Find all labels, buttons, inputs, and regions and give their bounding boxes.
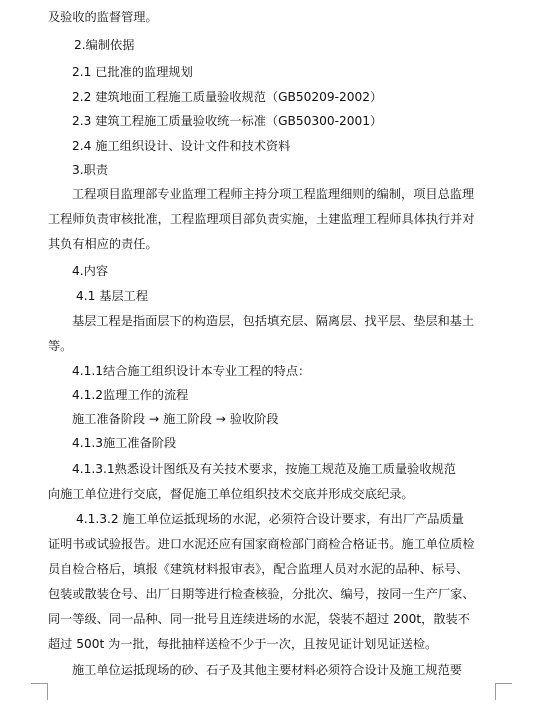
text-line: 等。	[48, 339, 73, 353]
list-item: 2.2 建筑地面工程施工质量验收规范（GB50209-2002）	[72, 90, 383, 104]
page-corner-marker-left	[31, 683, 48, 700]
list-item: 2.4 施工组织设计、设计文件和技术资料	[72, 139, 291, 153]
subsection-heading: 4.1.2监理工作的流程	[72, 388, 189, 402]
text-line: 员自检合格后，填报《建筑材料报审表》，配合监理人员对水泥的品种、标号、	[48, 562, 469, 576]
text-line: 施工单位运抵现场的砂、石子及其他主要材料必须符合设计及施工规范要	[72, 663, 462, 677]
text-line: 及验收的监督管理。	[48, 10, 158, 24]
section-heading: 4.内容	[72, 264, 109, 278]
text-line: 工程项目监理部专业监理工程师主持分项工程监理细则的编制，项目总监理	[72, 187, 475, 201]
text-line: 包装或散装仓号、出厂日期等进行检查核验，分批次、编号，按同一生产厂家、	[48, 587, 475, 601]
page-corner-marker-right	[495, 683, 512, 700]
section-heading: 2.编制依据	[74, 38, 135, 52]
text-line: 证明书或试验报告。进口水泥还应有国家商检部门商检合格证书。施工单位质检	[48, 537, 475, 551]
text-line: 向施工单位进行交底，督促施工单位组织技术交底并形成交底纪录。	[48, 487, 414, 501]
text-line: 超过 500t 为一批，每批抽样送检不少于一次，且按见证计划见证送检。	[48, 637, 438, 651]
workflow-line: 施工准备阶段 → 施工阶段 → 验收阶段	[72, 412, 279, 426]
text-line: 4.1.3.1熟悉设计图纸及有关技术要求，按施工规范及施工质量验收规范	[72, 462, 456, 476]
subsection-heading: 4.1.1结合施工组织设计本专业工程的特点：	[72, 364, 311, 378]
subsection-heading: 4.1 基层工程	[76, 289, 149, 303]
text-line: 工程师负责审核批准，工程监理项目部负责实施，土建监理工程师具体执行并对	[48, 212, 475, 226]
list-item: 2.1 已批准的监理规划	[72, 65, 193, 79]
text-line: 其负有相应的责任。	[48, 237, 158, 251]
text-line: 4.1.3.2 施工单位运抵现场的水泥，必须符合设计要求，有出厂产品质量	[76, 512, 464, 526]
text-line: 同一等级、同一品种、同一批号且连续进场的水泥，袋装不超过 200t，散装不	[48, 612, 470, 626]
subsection-heading: 4.1.3施工准备阶段	[72, 436, 177, 450]
text-line: 基层工程是指面层下的构造层，包括填充层、隔离层、找平层、垫层和基土	[72, 314, 475, 328]
section-heading: 3.职责	[72, 163, 109, 177]
list-item: 2.3 建筑工程施工质量验收统一标准（GB50300-2001）	[72, 114, 383, 128]
